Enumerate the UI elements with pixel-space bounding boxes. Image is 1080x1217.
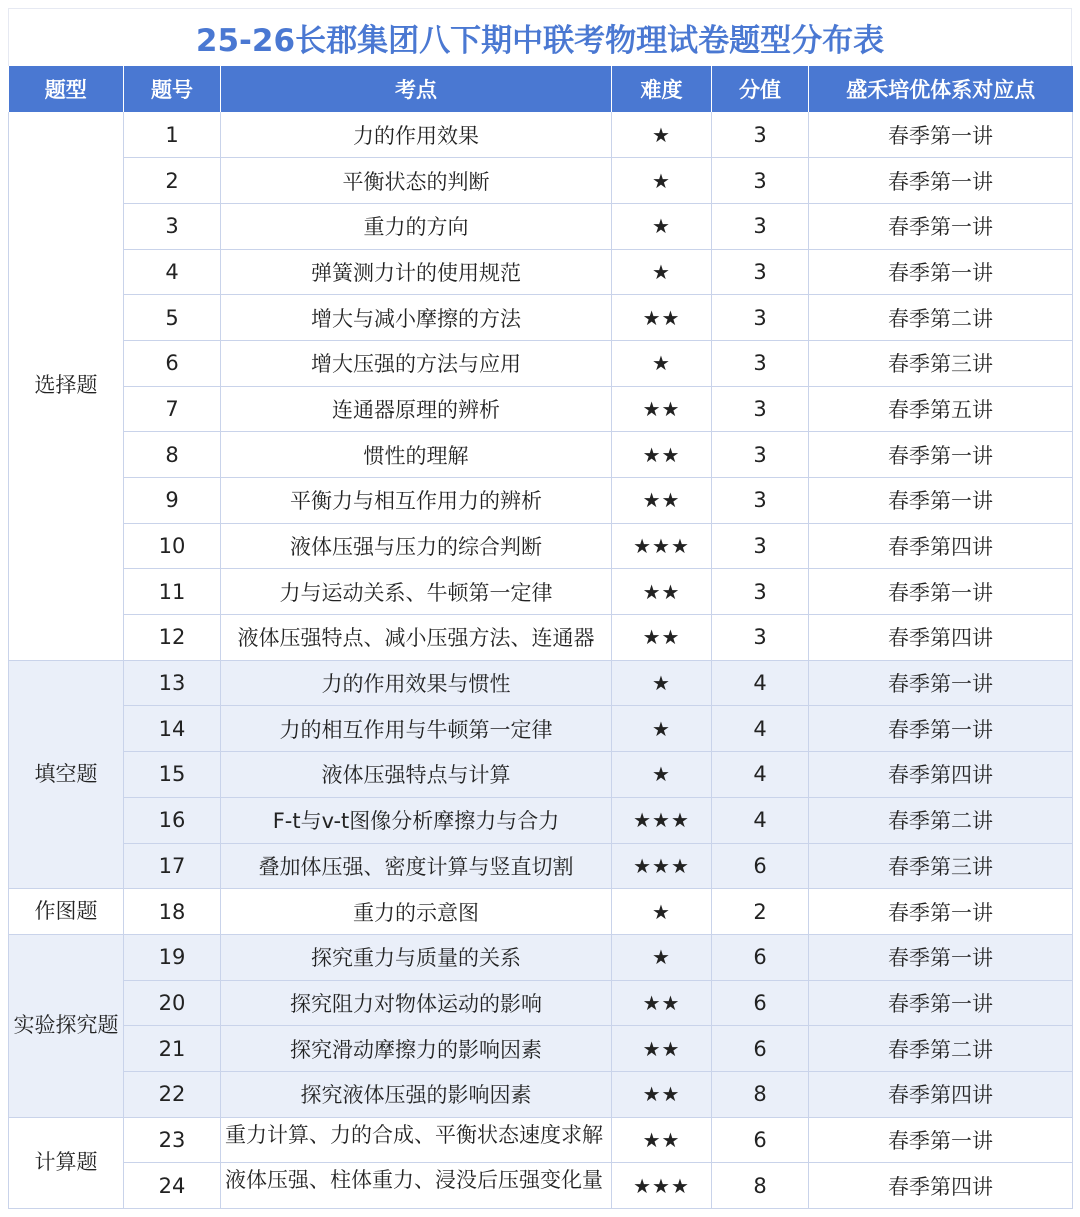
question-number-cell: 23 (124, 1117, 221, 1163)
question-type-cell: 选择题 (9, 112, 124, 660)
score-cell: 3 (712, 112, 809, 158)
knowledge-point-cell: 探究液体压强的影响因素 (221, 1071, 612, 1117)
score-cell: 3 (712, 249, 809, 295)
difficulty-stars: ★★★ (612, 1163, 712, 1209)
course-mapping-cell: 春季第一讲 (809, 478, 1073, 524)
knowledge-point-cell: 平衡力与相互作用力的辨析 (221, 478, 612, 524)
difficulty-stars: ★★★ (612, 797, 712, 843)
question-number-cell: 8 (124, 432, 221, 478)
course-mapping-cell: 春季第四讲 (809, 752, 1073, 798)
question-number-cell: 4 (124, 249, 221, 295)
course-mapping-cell: 春季第一讲 (809, 1117, 1073, 1163)
difficulty-stars: ★ (612, 752, 712, 798)
course-mapping-cell: 春季第一讲 (809, 158, 1073, 204)
table-row (9, 432, 1073, 478)
knowledge-point-cell: 重力的方向 (221, 203, 612, 249)
knowledge-point-cell: 平衡状态的判断 (221, 158, 612, 204)
score-cell: 3 (712, 340, 809, 386)
question-distribution-table (8, 66, 1073, 1209)
question-number-cell: 3 (124, 203, 221, 249)
question-number-cell: 14 (124, 706, 221, 752)
course-mapping-cell: 春季第一讲 (809, 432, 1073, 478)
question-number-cell: 22 (124, 1071, 221, 1117)
table-row (9, 478, 1073, 524)
score-cell: 3 (712, 615, 809, 661)
knowledge-point-cell: 液体压强特点、减小压强方法、连通器 (221, 615, 612, 661)
table-row (9, 660, 1073, 706)
question-number-cell: 11 (124, 569, 221, 615)
table-row (9, 203, 1073, 249)
course-mapping-cell: 春季第一讲 (809, 889, 1073, 935)
score-cell: 8 (712, 1071, 809, 1117)
knowledge-point-cell: 液体压强与压力的综合判断 (221, 523, 612, 569)
difficulty-stars: ★★ (612, 1071, 712, 1117)
difficulty-stars: ★★ (612, 478, 712, 524)
score-cell: 8 (712, 1163, 809, 1209)
question-number-cell: 24 (124, 1163, 221, 1209)
table-row (9, 1026, 1073, 1072)
score-cell: 3 (712, 569, 809, 615)
difficulty-stars: ★ (612, 660, 712, 706)
table-row (9, 158, 1073, 204)
table-row (9, 797, 1073, 843)
knowledge-point-cell: 力与运动关系、牛顿第一定律 (221, 569, 612, 615)
difficulty-stars: ★ (612, 889, 712, 935)
difficulty-stars: ★★ (612, 980, 712, 1026)
course-mapping-cell: 春季第四讲 (809, 1071, 1073, 1117)
question-number-cell: 19 (124, 934, 221, 980)
knowledge-point-cell: 探究阻力对物体运动的影响 (221, 980, 612, 1026)
score-cell: 4 (712, 752, 809, 798)
title-bar (8, 8, 1072, 66)
difficulty-stars: ★★ (612, 615, 712, 661)
score-cell: 3 (712, 478, 809, 524)
question-number-cell: 7 (124, 386, 221, 432)
header-question-type: 题型 (9, 66, 124, 112)
question-number-cell: 21 (124, 1026, 221, 1072)
question-number-cell: 6 (124, 340, 221, 386)
course-mapping-cell: 春季第一讲 (809, 660, 1073, 706)
course-mapping-cell: 春季第一讲 (809, 934, 1073, 980)
difficulty-stars: ★★ (612, 432, 712, 478)
table-row (9, 249, 1073, 295)
table-row (9, 889, 1073, 935)
question-number-cell: 10 (124, 523, 221, 569)
header-knowledge-point: 考点 (221, 66, 612, 112)
question-number-cell: 2 (124, 158, 221, 204)
question-type-cell: 填空题 (9, 660, 124, 888)
question-number-cell: 13 (124, 660, 221, 706)
table-row (9, 569, 1073, 615)
score-cell: 6 (712, 1026, 809, 1072)
difficulty-stars: ★ (612, 249, 712, 295)
knowledge-point-cell: 弹簧测力计的使用规范 (221, 249, 612, 295)
table-row (9, 843, 1073, 889)
question-type-cell: 计算题 (9, 1117, 124, 1208)
knowledge-point-cell: 力的相互作用与牛顿第一定律 (221, 706, 612, 752)
score-cell: 6 (712, 1117, 809, 1163)
knowledge-point-cell: 力的作用效果与惯性 (221, 660, 612, 706)
score-cell: 6 (712, 980, 809, 1026)
score-cell: 3 (712, 523, 809, 569)
header-question-number: 题号 (124, 66, 221, 112)
difficulty-stars: ★ (612, 158, 712, 204)
score-cell: 3 (712, 386, 809, 432)
knowledge-point-cell: 重力计算、力的合成、平衡状态速度求解 (221, 1117, 612, 1163)
question-number-cell: 12 (124, 615, 221, 661)
question-number-cell: 9 (124, 478, 221, 524)
course-mapping-cell: 春季第四讲 (809, 1163, 1073, 1209)
question-number-cell: 18 (124, 889, 221, 935)
question-number-cell: 16 (124, 797, 221, 843)
difficulty-stars: ★ (612, 112, 712, 158)
question-type-cell: 作图题 (9, 889, 124, 935)
course-mapping-cell: 春季第二讲 (809, 1026, 1073, 1072)
difficulty-stars: ★★★ (612, 523, 712, 569)
knowledge-point-cell: 探究重力与质量的关系 (221, 934, 612, 980)
score-cell: 3 (712, 295, 809, 341)
difficulty-stars: ★★ (612, 1117, 712, 1163)
course-mapping-cell: 春季第三讲 (809, 843, 1073, 889)
table-row (9, 980, 1073, 1026)
difficulty-stars: ★★★ (612, 843, 712, 889)
course-mapping-cell: 春季第三讲 (809, 340, 1073, 386)
header-difficulty: 难度 (612, 66, 712, 112)
score-cell: 4 (712, 660, 809, 706)
table-body (9, 112, 1073, 1209)
score-cell: 4 (712, 706, 809, 752)
question-number-cell: 20 (124, 980, 221, 1026)
score-cell: 6 (712, 843, 809, 889)
course-mapping-cell: 春季第一讲 (809, 112, 1073, 158)
difficulty-stars: ★ (612, 934, 712, 980)
score-cell: 3 (712, 158, 809, 204)
knowledge-point-cell: 液体压强特点与计算 (221, 752, 612, 798)
table-header-row (9, 66, 1073, 112)
difficulty-stars: ★ (612, 706, 712, 752)
score-cell: 3 (712, 203, 809, 249)
table-row (9, 295, 1073, 341)
table-row (9, 934, 1073, 980)
score-cell: 4 (712, 797, 809, 843)
course-mapping-cell: 春季第二讲 (809, 295, 1073, 341)
knowledge-point-cell: 惯性的理解 (221, 432, 612, 478)
page-title: 25-26长郡集团八下期中联考物理试卷题型分布表 (195, 23, 885, 59)
difficulty-stars: ★★ (612, 386, 712, 432)
difficulty-stars: ★★ (612, 295, 712, 341)
question-number-cell: 5 (124, 295, 221, 341)
knowledge-point-cell: 连通器原理的辨析 (221, 386, 612, 432)
header-course-mapping: 盛禾培优体系对应点 (809, 66, 1073, 112)
table-row (9, 386, 1073, 432)
course-mapping-cell: 春季第一讲 (809, 249, 1073, 295)
table-row (9, 523, 1073, 569)
table-row (9, 340, 1073, 386)
course-mapping-cell: 春季第四讲 (809, 615, 1073, 661)
knowledge-point-cell: F-t与v-t图像分析摩擦力与合力 (221, 797, 612, 843)
knowledge-point-cell: 力的作用效果 (221, 112, 612, 158)
difficulty-stars: ★★ (612, 1026, 712, 1072)
table-row (9, 1071, 1073, 1117)
question-type-cell: 实验探究题 (9, 934, 124, 1117)
score-cell: 6 (712, 934, 809, 980)
difficulty-stars: ★ (612, 340, 712, 386)
difficulty-stars: ★ (612, 203, 712, 249)
table-row (9, 1117, 1073, 1163)
score-cell: 2 (712, 889, 809, 935)
difficulty-stars: ★★ (612, 569, 712, 615)
knowledge-point-cell: 重力的示意图 (221, 889, 612, 935)
table-row (9, 112, 1073, 158)
question-number-cell: 1 (124, 112, 221, 158)
course-mapping-cell: 春季第一讲 (809, 706, 1073, 752)
course-mapping-cell: 春季第一讲 (809, 980, 1073, 1026)
table-row (9, 706, 1073, 752)
knowledge-point-cell: 探究滑动摩擦力的影响因素 (221, 1026, 612, 1072)
question-number-cell: 17 (124, 843, 221, 889)
course-mapping-cell: 春季第二讲 (809, 797, 1073, 843)
table-row (9, 752, 1073, 798)
knowledge-point-cell: 叠加体压强、密度计算与竖直切割 (221, 843, 612, 889)
score-cell: 3 (712, 432, 809, 478)
course-mapping-cell: 春季第一讲 (809, 569, 1073, 615)
knowledge-point-cell: 增大与减小摩擦的方法 (221, 295, 612, 341)
course-mapping-cell: 春季第四讲 (809, 523, 1073, 569)
table-row (9, 615, 1073, 661)
header-score: 分值 (712, 66, 809, 112)
course-mapping-cell: 春季第一讲 (809, 203, 1073, 249)
question-number-cell: 15 (124, 752, 221, 798)
knowledge-point-cell: 液体压强、柱体重力、浸没后压强变化量 (221, 1163, 612, 1209)
course-mapping-cell: 春季第五讲 (809, 386, 1073, 432)
table-row (9, 1163, 1073, 1209)
knowledge-point-cell: 增大压强的方法与应用 (221, 340, 612, 386)
